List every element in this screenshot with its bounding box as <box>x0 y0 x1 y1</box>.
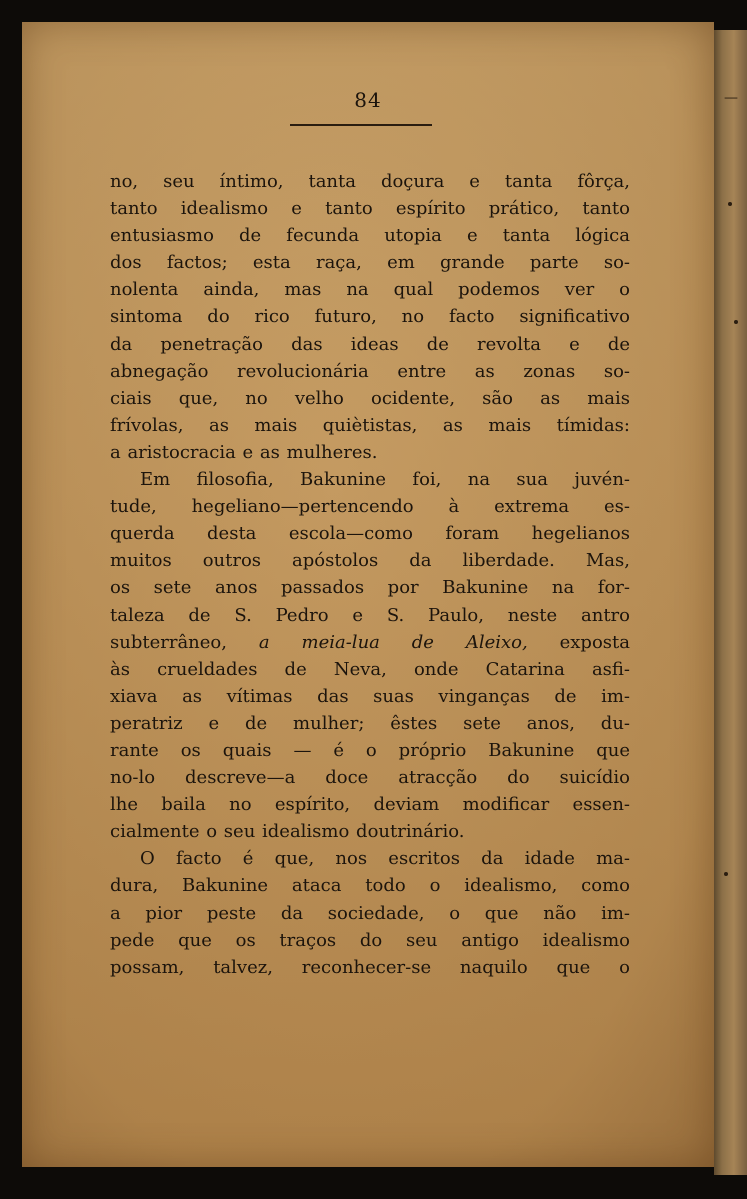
text-line: tanto idealismo e tanto espírito prático, tanto <box>110 198 630 220</box>
text-line: tude, hegeliano—pertencendo à extrema es- <box>110 496 630 518</box>
text-line: muitos outros apóstolos da liberdade. Mas, <box>110 550 630 572</box>
text-line: cialmente o seu idealismo doutrinário. <box>110 821 465 843</box>
text-line: xiava as vítimas das suas vinganças de im- <box>110 685 630 707</box>
text-line: dura, Bakunine ataca todo o idealismo, como <box>110 875 630 897</box>
text-line: às crueldades de Neva, onde Catarina asfi- <box>110 658 630 680</box>
text-line: no, seu íntimo, tanta doçura e tanta fôrça, <box>110 171 630 192</box>
edge-speck <box>728 202 732 206</box>
edge-mark: — <box>724 90 738 106</box>
text-line: no-lo descreve—a doce atracção do suicídio <box>110 767 630 789</box>
text-line: frívolas, as mais quiètistas, as mais tímidas: <box>110 414 630 436</box>
text-line-paragraph-start: Em filosofia, Bakunine foi, na sua juvén- <box>140 469 630 491</box>
book-page <box>22 22 714 1167</box>
text-line: abnegação revolucionária entre as zonas so- <box>110 360 630 382</box>
italic-title: a meia-lua de Aleixo, <box>258 631 528 653</box>
edge-speck <box>734 320 738 324</box>
text-line: possam, talvez, reconhecer-se naquilo que o <box>110 956 630 978</box>
text-line: a aristocracia e as mulheres. <box>110 441 378 463</box>
text-line: rante os quais — é o próprio Bakunine que <box>110 739 630 761</box>
text-line: subterrâneo, a meia-lua de Aleixo, exposta <box>110 631 630 653</box>
text-line: os sete anos passados por Bakunine na for- <box>110 577 630 599</box>
text-line: dos factos; esta raça, em grande parte so- <box>110 252 630 274</box>
text-line: taleza de S. Pedro e S. Paulo, neste antro <box>110 604 630 626</box>
body-text <box>110 168 630 981</box>
text-line: ciais que, no velho ocidente, são as mais <box>110 387 630 409</box>
page-number-rule <box>290 124 432 126</box>
text-line: sintoma do rico futuro, no facto significativo <box>110 306 630 328</box>
text-line: da penetração das ideas de revolta e de <box>110 333 630 355</box>
adjacent-page-edge <box>714 30 747 1175</box>
text-line: querda desta escola—como foram hegelianos <box>110 523 630 545</box>
edge-speck <box>724 872 728 876</box>
text-line: lhe baila no espírito, deviam modificar essen- <box>110 794 630 816</box>
text-line: pede que os traços do seu antigo idealismo <box>110 929 630 951</box>
text-line: peratriz e de mulher; êstes sete anos, du- <box>110 712 630 734</box>
text-line: entusiasmo de fecunda utopia e tanta lógica <box>110 225 630 247</box>
text-line: a pior peste da sociedade, o que não im- <box>110 902 630 924</box>
text-line-paragraph-start: O facto é que, nos escritos da idade ma- <box>140 848 630 870</box>
text-line: nolenta ainda, mas na qual podemos ver o <box>110 279 630 301</box>
page-number: 84 <box>354 88 382 112</box>
